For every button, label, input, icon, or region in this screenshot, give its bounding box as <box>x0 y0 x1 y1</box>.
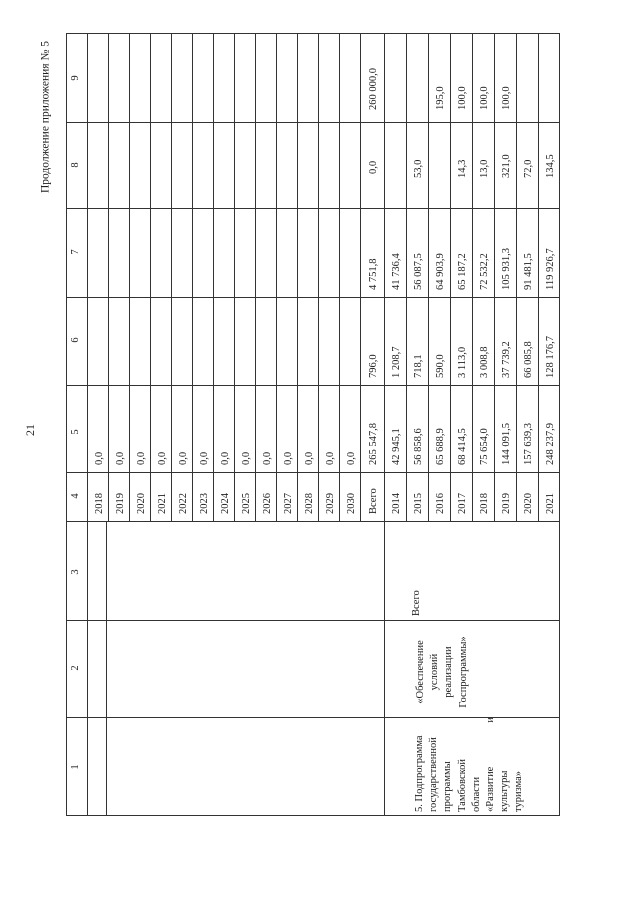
table-vertical-rule <box>108 33 109 521</box>
value-cell: 0,0 <box>303 451 315 465</box>
value-cell: 0,0 <box>93 451 105 465</box>
subprogram-name-line: Тамбовской <box>456 758 468 812</box>
value-cell: 68 414,5 <box>457 428 468 465</box>
value-cell: 128 176,7 <box>545 336 556 378</box>
year-cell: 2024 <box>219 493 231 514</box>
value-cell: 0,0 <box>240 451 252 465</box>
column-number-8: 8 <box>69 162 81 168</box>
value-cell: 37 739,2 <box>501 341 512 378</box>
value-cell: 134,5 <box>545 154 556 178</box>
year-cell: 2026 <box>261 493 273 514</box>
value-cell: 105 931,3 <box>501 248 512 290</box>
table-horizontal-rule <box>66 208 560 209</box>
table-vertical-rule <box>318 33 319 521</box>
value-cell: 321,0 <box>501 154 512 178</box>
table-horizontal-rule <box>66 385 560 386</box>
table-vertical-rule <box>129 33 130 521</box>
subprogram-name-word: «Развитие <box>484 766 496 812</box>
year-cell: 2019 <box>114 493 126 514</box>
value-cell: 65 187,2 <box>457 253 468 290</box>
value-cell: 100,0 <box>479 86 490 110</box>
table-vertical-rule <box>192 33 193 521</box>
year-cell: 2023 <box>198 493 210 514</box>
value-cell: 3 008,8 <box>479 346 490 378</box>
table-vertical-rule <box>339 33 340 521</box>
table-horizontal-rule <box>66 122 560 123</box>
column-number-5: 5 <box>69 429 81 435</box>
column-number-6: 6 <box>69 337 81 343</box>
value-cell: 796,0 <box>368 354 379 378</box>
subprogram-name-line: 5. Подпрограмма <box>414 735 425 812</box>
column-number-7: 7 <box>69 249 81 255</box>
value-cell: 100,0 <box>457 86 468 110</box>
value-cell: 72 532,2 <box>479 253 490 290</box>
column-number-9: 9 <box>69 75 81 81</box>
value-cell: 72,0 <box>523 159 534 178</box>
value-cell: 718,1 <box>413 354 424 378</box>
year-cell: 2019 <box>501 493 512 514</box>
year-cell: 2020 <box>135 493 147 514</box>
table-horizontal-rule <box>66 297 560 298</box>
value-cell: 0,0 <box>219 451 231 465</box>
column-number-1: 1 <box>69 764 81 770</box>
table-vertical-rule <box>171 33 172 521</box>
column-number-4: 4 <box>69 493 81 499</box>
value-cell: 260 000,0 <box>368 68 379 110</box>
value-cell: 14,3 <box>457 159 468 178</box>
year-cell: 2028 <box>303 493 315 514</box>
value-cell: 100,0 <box>501 86 512 110</box>
year-cell: 2021 <box>545 493 556 514</box>
subprogram-name-line: государственной <box>428 737 440 812</box>
subprogram-name-word: и <box>484 717 496 723</box>
table-vertical-rule <box>538 33 539 521</box>
table-vertical-rule <box>360 33 361 521</box>
year-cell: 2029 <box>324 493 336 514</box>
value-cell: 0,0 <box>114 451 126 465</box>
value-cell: 66 085,8 <box>523 341 534 378</box>
value-cell: 65 688,9 <box>435 428 446 465</box>
year-cell: 2018 <box>93 493 105 514</box>
subprogram-name <box>413 717 526 812</box>
table-vertical-rule <box>472 33 473 521</box>
value-cell: 75 654,0 <box>479 428 490 465</box>
value-cell: 0,0 <box>345 451 357 465</box>
table-vertical-rule <box>406 33 407 521</box>
subprogram-name-line <box>484 717 498 812</box>
value-cell: 4 751,8 <box>368 258 379 290</box>
column-number-3: 3 <box>69 569 81 575</box>
table-vertical-rule <box>494 33 495 521</box>
appendix-title: Продолжение приложения № 5 <box>39 40 52 194</box>
year-cell: 2014 <box>391 493 402 514</box>
subprogram-name-line: культуры <box>499 770 511 812</box>
value-cell: 56 087,5 <box>413 253 424 290</box>
table-vertical-rule <box>516 33 517 521</box>
year-cell: 2015 <box>413 493 424 514</box>
value-cell: 590,0 <box>435 354 446 378</box>
value-cell: 0,0 <box>198 451 210 465</box>
value-cell: 0,0 <box>324 451 336 465</box>
funding-source: Всего <box>411 590 422 616</box>
value-cell: 53,0 <box>413 159 424 178</box>
value-cell: 42 945,1 <box>391 428 402 465</box>
event-name <box>414 628 471 716</box>
value-cell: 144 091,5 <box>501 423 512 465</box>
table-vertical-rule <box>87 33 88 816</box>
table-horizontal-rule <box>66 521 560 522</box>
value-cell: 3 113,0 <box>457 346 468 378</box>
table-vertical-rule <box>150 33 151 521</box>
year-cell: Всего <box>368 488 379 514</box>
subprogram-name-line: области <box>470 776 482 812</box>
value-cell: 91 481,5 <box>523 253 534 290</box>
year-cell: 2017 <box>457 493 468 514</box>
table-vertical-rule <box>450 33 451 521</box>
table-vertical-rule <box>297 33 298 521</box>
subprogram-name-line: программы <box>442 761 454 812</box>
table-vertical-rule <box>255 33 256 521</box>
table-horizontal-rule <box>66 717 560 718</box>
value-cell: 0,0 <box>261 451 273 465</box>
value-cell: 13,0 <box>479 159 490 178</box>
value-cell: 0,0 <box>156 451 168 465</box>
year-cell: 2020 <box>523 493 534 514</box>
year-cell: 2016 <box>435 493 446 514</box>
year-cell: 2025 <box>240 493 252 514</box>
event-name-line: условий <box>429 653 441 691</box>
value-cell: 64 903,9 <box>435 253 446 290</box>
table-horizontal-rule <box>66 472 560 473</box>
year-cell: 2021 <box>156 493 168 514</box>
year-cell: 2022 <box>177 493 189 514</box>
event-name-line: реализации <box>443 646 455 698</box>
table-vertical-rule <box>384 33 385 816</box>
budget-table <box>66 33 560 816</box>
year-cell: 2030 <box>345 493 357 514</box>
event-name-line: Госпрограммы» <box>457 636 469 708</box>
year-cell: 2027 <box>282 493 294 514</box>
value-cell: 0,0 <box>282 451 294 465</box>
value-cell: 248 237,9 <box>545 423 556 465</box>
value-cell: 1 208,7 <box>391 346 402 378</box>
table-vertical-rule <box>428 33 429 521</box>
value-cell: 265 547,8 <box>368 423 379 465</box>
table-vertical-rule <box>234 33 235 521</box>
table-vertical-rule <box>276 33 277 521</box>
event-name-line: «Обеспечение <box>415 640 426 704</box>
page-number: 21 <box>23 424 37 436</box>
value-cell: 119 926,7 <box>545 248 556 290</box>
column-number-2: 2 <box>69 665 81 671</box>
table-vertical-rule <box>106 521 107 816</box>
table-vertical-rule <box>213 33 214 521</box>
value-cell: 56 858,6 <box>413 428 424 465</box>
value-cell: 0,0 <box>177 451 189 465</box>
value-cell: 41 736,4 <box>391 253 402 290</box>
subprogram-name-line: туризма» <box>513 770 525 812</box>
table-horizontal-rule <box>66 620 560 621</box>
value-cell: 0,0 <box>135 451 147 465</box>
year-cell: 2018 <box>479 493 490 514</box>
value-cell: 195,0 <box>435 86 446 110</box>
value-cell: 0,0 <box>368 160 379 174</box>
value-cell: 157 639,3 <box>523 423 534 465</box>
